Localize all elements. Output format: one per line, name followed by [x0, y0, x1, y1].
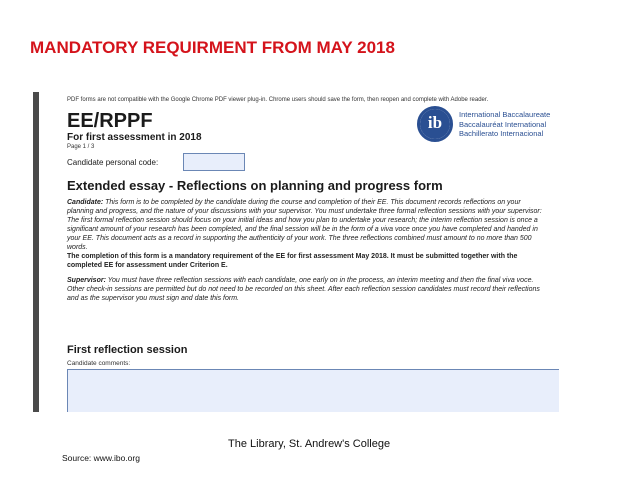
ib-logo-mark: ib [420, 109, 450, 139]
candidate-code-label: Candidate personal code: [67, 158, 159, 167]
source-credit: Source: www.ibo.org [62, 453, 140, 463]
candidate-instructions [67, 198, 547, 252]
form-screenshot [33, 92, 559, 412]
form-heading: Extended essay - Reflections on planning and progress form [67, 178, 443, 193]
form-page [47, 92, 555, 412]
form-subtitle: For first assessment in 2018 [67, 132, 202, 143]
candidate-comments-field[interactable] [67, 369, 559, 412]
pdf-notice: PDF forms are not compatible with the Google Chrome PDF viewer plug-in. Chrome users should save the form, then reopen and complete with Adobe reader. [67, 97, 489, 103]
ib-logo-line-en: International Baccalaureate [459, 110, 551, 119]
ib-logo-line-fr: Baccalauréat International [459, 119, 547, 129]
candidate-text: This form is to be completed by the candidate during the course and completion of their EE. This document records reflections on your planning and progress, and the nature of your discussions with your supervisor. You must undertake three formal reflection sessions with your supervisor: The first formal reflection session should focus on your initial ideas and how you plan to undertake your research; the interim reflection session is once a significant amount of your research has been completed, and the final session will be in the form of a viva voce once you have completed and handed in your EE. This document acts as a record in supporting the authenticity of your work. The three reflections combined must amount to no more than 500 words. [67, 199, 542, 251]
ib-logo [417, 104, 559, 148]
page-indicator: Page 1 / 3 [67, 144, 95, 150]
candidate-code-field[interactable] [183, 153, 245, 171]
candidate-comments-label: Candidate comments: [67, 360, 131, 367]
candidate-label: Candidate: [67, 199, 104, 206]
slide-footer: The Library, St. Andrew's College [228, 438, 391, 450]
first-reflection-heading: First reflection session [67, 344, 188, 356]
scan-edge [33, 92, 39, 412]
mandatory-notice: The completion of this form is a mandatory requirement of the EE for first assessment May 2018. It must be submitted together with the completed EE for assessment under Criterion E. [67, 253, 518, 269]
ib-logo-text [459, 110, 550, 139]
ib-logo-line-es: Bachillerato Internacional [459, 129, 544, 138]
supervisor-label: Supervisor: [67, 277, 106, 284]
supervisor-instructions [67, 276, 547, 303]
form-code: EE/RPPF [67, 110, 153, 132]
slide-title: MANDATORY REQUIRMENT FROM MAY 2018 [30, 38, 395, 57]
supervisor-text: You must have three reflection sessions with each candidate, one early on in the process, an interim meeting and then the final viva voce. Other check-in sessions are permitted but do not need to be recorded on this sheet. After each reflection session candidates must record their reflections and as the supervisor you must sign and date this form. [67, 277, 540, 302]
